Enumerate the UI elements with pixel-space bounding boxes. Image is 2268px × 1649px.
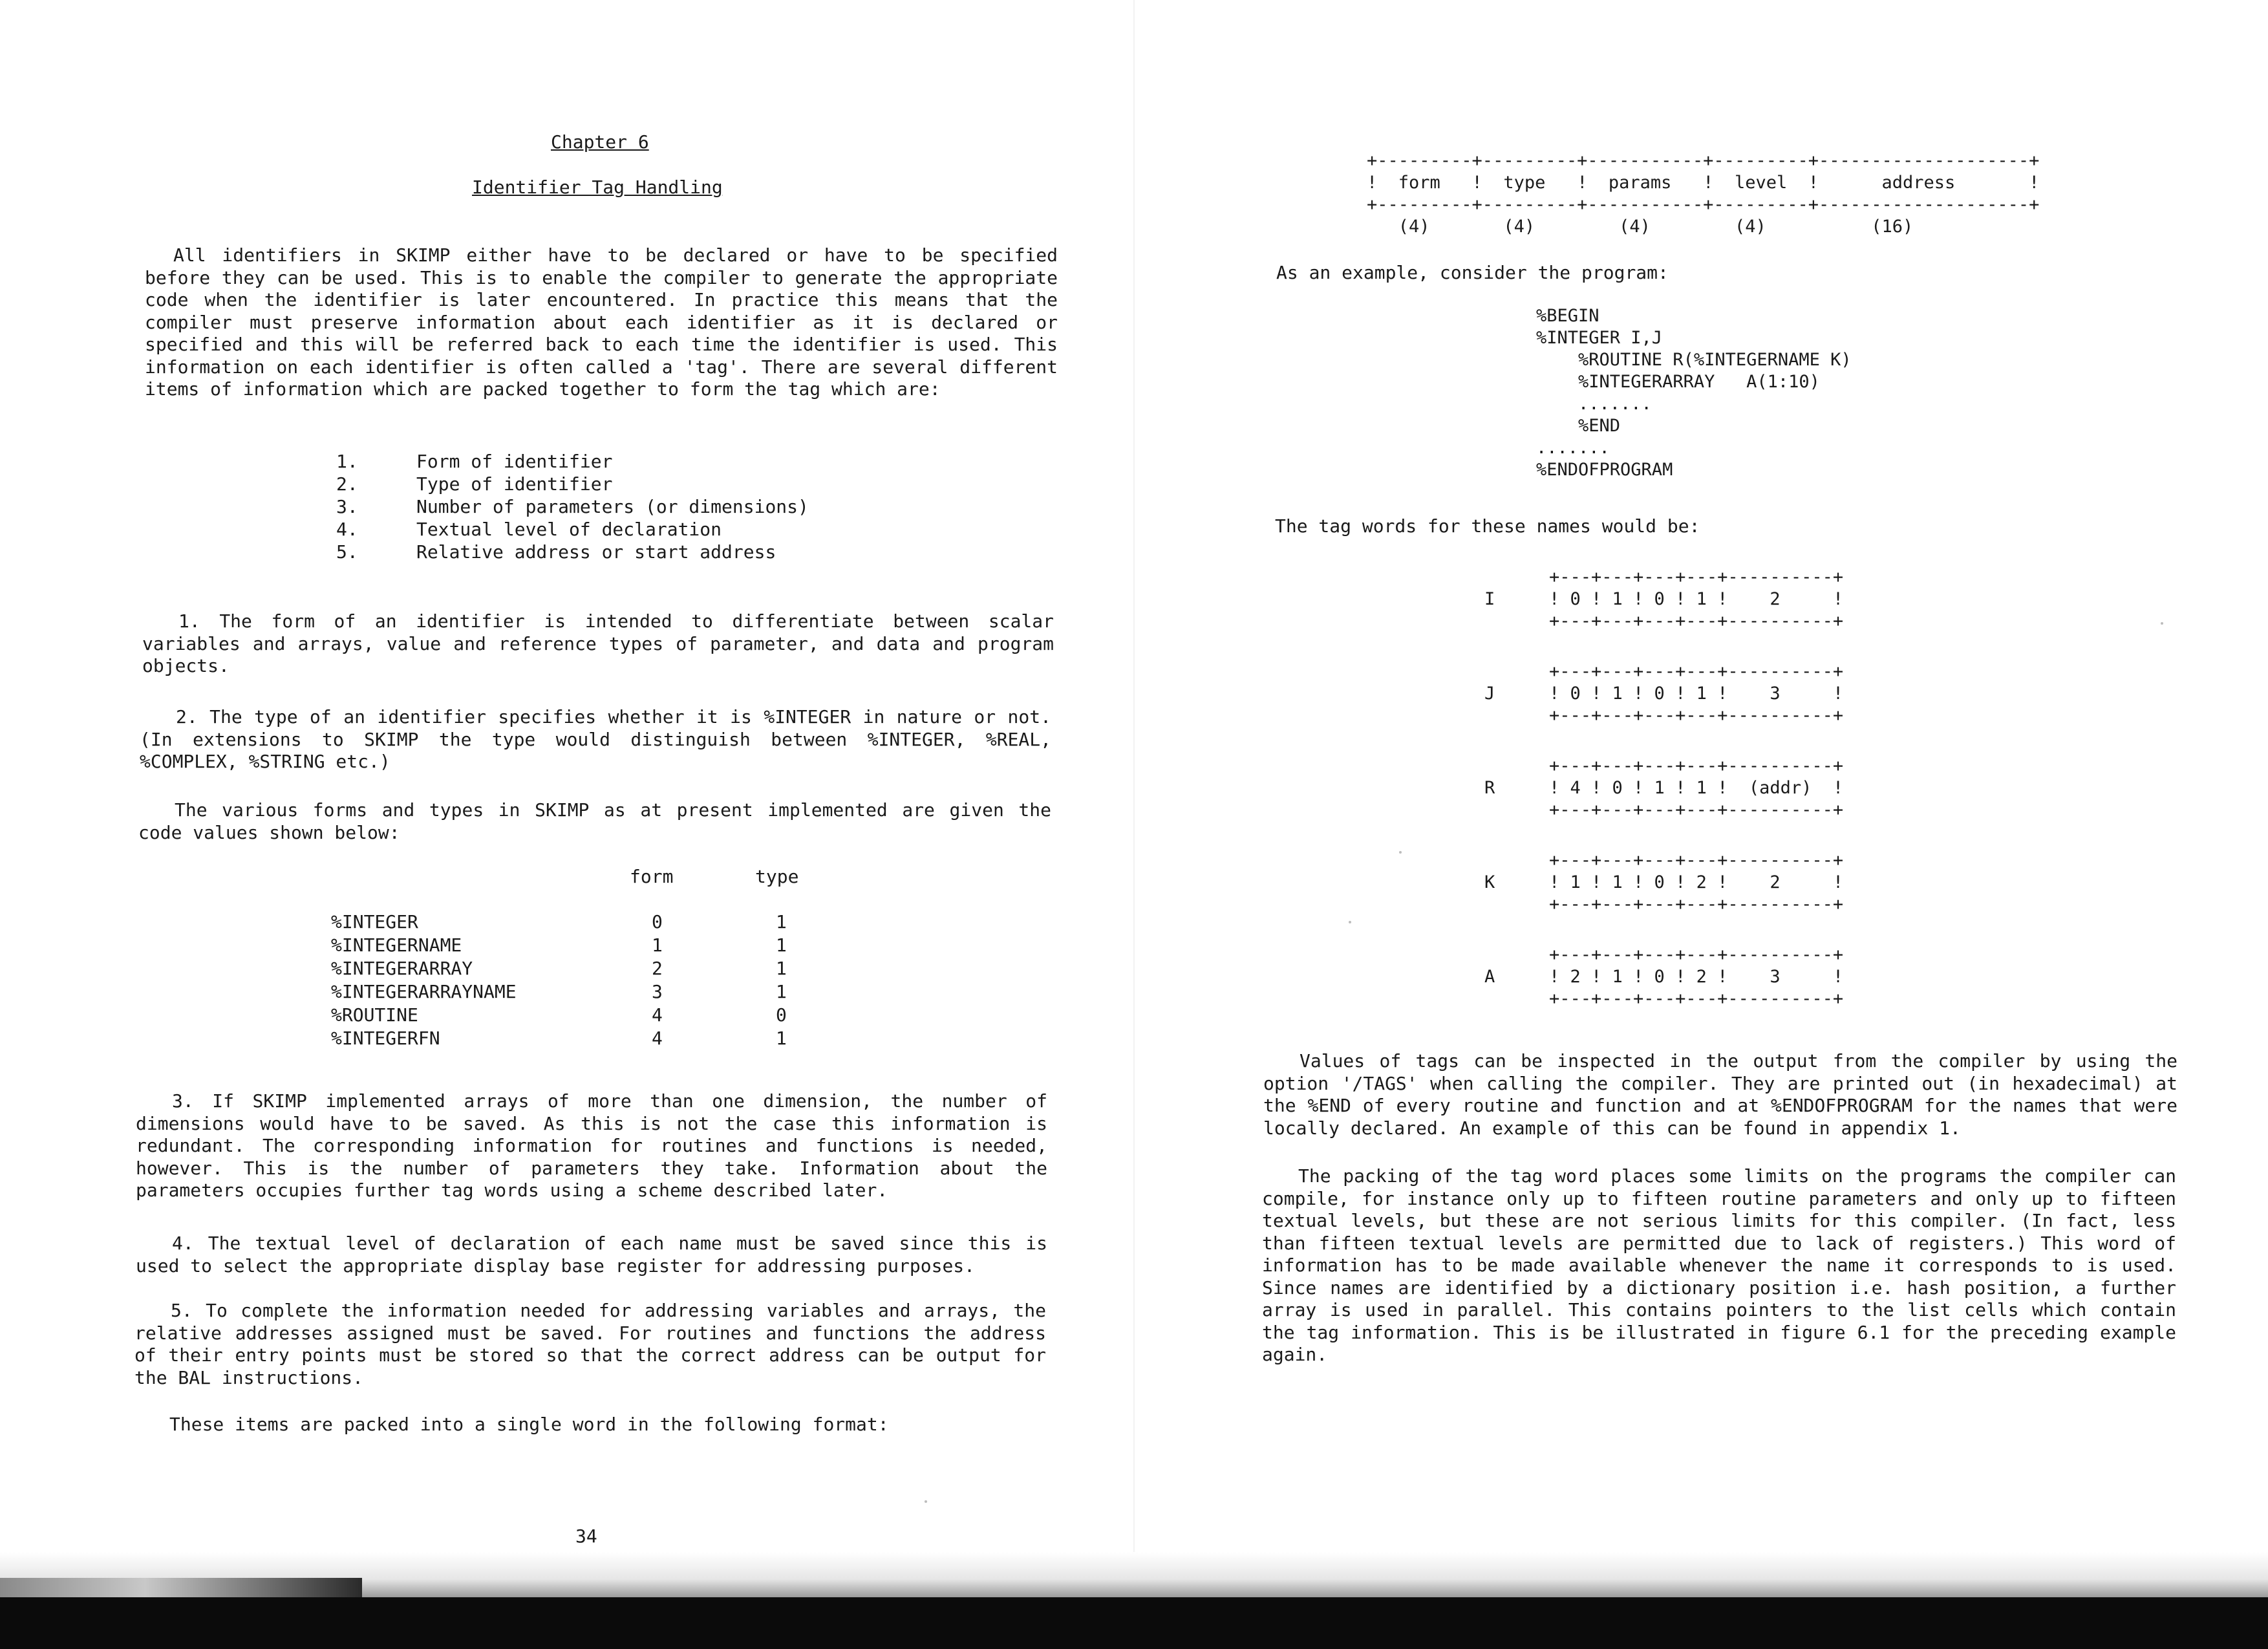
- program-line: .......: [1536, 394, 1652, 414]
- tag-label: K: [1484, 872, 1495, 892]
- example-program: [1536, 305, 1852, 481]
- tag-word-I: I +---+---+---+---+----------+ ! 0 ! 1 ! 0 ! 1 ! 2 ! +---+---+---+---+----------+: [1484, 567, 1844, 631]
- table-header-type: type: [755, 866, 799, 887]
- tags-inspection-paragraph: Values of tags can be inspected in the output from the compiler by using the option '/TAGS' when calling the compiler. They are printed out (in hexadecimal) at the %END of every routine and function and at %ENDOFPROGRAM for the names that were locally declared. An example of this can be found in appendix 1.: [1263, 1050, 2177, 1139]
- address-paragraph: 5. To complete the information needed for addressing variables and arrays, the relative addresses assigned must be saved. For routines and functions the address of their entry points must be stored so that the correct address can be output for the BAL instructions.: [134, 1300, 1046, 1388]
- packing-intro: These items are packed into a single word in the following format:: [169, 1414, 889, 1435]
- program-line: %INTEGER I,J: [1536, 328, 1663, 348]
- program-line: %ROUTINE R(%INTEGERNAME K): [1536, 350, 1852, 370]
- tag-label: A: [1484, 967, 1495, 987]
- tag-label: I: [1484, 589, 1495, 609]
- type-paragraph: 2. The type of an identifier specifies whether it is %INTEGER in nature or not. (In extensions to SKIMP the type would distinguish between %INTEGER, %REAL, %COMPLEX, %STRING etc.): [140, 706, 1051, 772]
- tag-word-K: K +---+---+---+---+----------+ ! 1 ! 1 ! 0 ! 2 ! 2 ! +---+---+---+---+----------+: [1484, 850, 1844, 914]
- tag-limits-paragraph: The packing of the tag word places some limits on the programs the compiler can compile, for instance only up to fifteen routine parameters and only up to fifteen textual levels, but these are not serious limits for this compiler. (In fact, less than fifteen textual levels are permitted due to lack of registers.) This word of information has to be made available whenever the name it corresponds to is used. Since names are identified by a dictionary position i.e. hash position, a further array is used in parallel. This contains pointers to the list cells which contain the tag information. This is be illustrated in figure 6.1 for the preceding example again.: [1262, 1165, 2176, 1365]
- list-item: 1. Form of identifier: [336, 451, 613, 472]
- example-intro: As an example, consider the program:: [1276, 262, 1669, 283]
- tag-row: ! 1 ! 1 ! 0 ! 2 ! 2 !: [1549, 872, 1844, 892]
- tag-word-A: A +---+---+---+---+----------+ ! 2 ! 1 ! 0 ! 2 ! 3 ! +---+---+---+---+----------+: [1484, 945, 1844, 1009]
- tag-format-box: [1367, 150, 2039, 238]
- chapter-heading: Chapter 6: [551, 131, 649, 153]
- table-row: %INTEGERARRAYNAME 3 1: [331, 981, 787, 1002]
- program-line: %ENDOFPROGRAM: [1536, 460, 1673, 480]
- scan-speck: [1399, 851, 1402, 854]
- tag-words-intro: The tag words for these names would be:: [1275, 515, 1700, 537]
- format-box-bottom-border: +---------+---------+-----------+---------+--------------------+: [1367, 195, 2040, 215]
- table-row: %ROUTINE 4 0: [331, 1004, 787, 1026]
- right-page: [1134, 0, 2268, 1526]
- scan-speck: [925, 1500, 927, 1503]
- program-line: %INTEGERARRAY A(1:10): [1536, 372, 1820, 392]
- table-row: %INTEGER 0 1: [331, 911, 787, 932]
- table-row: %INTEGERNAME 1 1: [331, 934, 787, 956]
- program-line: %END: [1536, 416, 1621, 436]
- tag-word-R: R +---+---+---+---+----------+ ! 4 ! 0 ! 1 ! 1 ! (addr) ! +---+---+---+---+----------+: [1484, 756, 1844, 820]
- list-item: 3. Number of parameters (or dimensions): [336, 496, 809, 517]
- code-values-table: [331, 865, 848, 1050]
- table-row: %INTEGERARRAY 2 1: [331, 958, 787, 979]
- table-header-form: form: [630, 866, 674, 887]
- format-box-top-border: +---------+---------+-----------+---------+--------------------+: [1367, 151, 2040, 171]
- scanner-border: [0, 1597, 2268, 1649]
- format-box-fields: ! form ! type ! params ! level ! address !: [1367, 173, 2040, 193]
- item-list: [336, 450, 809, 563]
- form-paragraph: 1. The form of an identifier is intended to differentiate between scalar variables and arrays, value and reference types of parameter, and data and program objects.: [142, 610, 1054, 676]
- tag-word-J: J +---+---+---+---+----------+ ! 0 ! 1 ! 0 ! 1 ! 3 ! +---+---+---+---+----------+: [1484, 662, 1844, 726]
- dimensions-paragraph: 3. If SKIMP implemented arrays of more than one dimension, the number of dimensions would have to be saved. As this is not the case this information is redundant. The corresponding information for routines and functions is needed, however. This is the number of parameters they take. Information about the parameters occupies further tag words using a scheme described later.: [136, 1090, 1047, 1201]
- book-gutter: [1133, 0, 1135, 1597]
- forms-types-intro: The various forms and types in SKIMP as at present implemented are given the code values shown below:: [138, 799, 1051, 843]
- tag-label: J: [1484, 684, 1495, 704]
- tag-row: ! 0 ! 1 ! 0 ! 1 ! 2 !: [1549, 589, 1844, 609]
- tag-row: ! 2 ! 1 ! 0 ! 2 ! 3 !: [1549, 967, 1844, 987]
- scan-speck: [2161, 622, 2163, 625]
- tag-row: ! 4 ! 0 ! 1 ! 1 ! (addr) !: [1549, 778, 1844, 798]
- list-item: 4. Textual level of declaration: [336, 519, 722, 540]
- tag-row: ! 0 ! 1 ! 0 ! 1 ! 3 !: [1549, 684, 1844, 704]
- tag-label: R: [1484, 778, 1495, 798]
- intro-paragraph: All identifiers in SKIMP either have to be declared or have to be specified before they can be used. This is to enable the compiler to generate the appropriate code when the identifier is later encountered. In practice this means that the compiler must preserve information about each identifier as it is declared or specified and this will be referred back to each time the identifier is used. This information on each identifier is often called a 'tag'. There are several different items of information which are packed together to form the tag which are:: [145, 244, 1058, 400]
- program-line: .......: [1536, 438, 1610, 458]
- list-item: 5. Relative address or start address: [336, 541, 776, 563]
- textual-level-paragraph: 4. The textual level of declaration of each name must be saved since this is used to select the appropriate display base register for addressing purposes.: [136, 1233, 1047, 1277]
- chapter-title: Identifier Tag Handling: [472, 177, 723, 198]
- program-line: %BEGIN: [1536, 306, 1599, 326]
- page-number-left: 34: [575, 1525, 597, 1547]
- scan-speck: [1349, 921, 1351, 923]
- table-row: %INTEGERFN 4 1: [331, 1028, 787, 1049]
- format-box-bit-sizes: (4) (4) (4) (4) (16): [1367, 217, 1914, 237]
- list-item: 2. Type of identifier: [336, 473, 613, 495]
- left-page: [0, 0, 1134, 1547]
